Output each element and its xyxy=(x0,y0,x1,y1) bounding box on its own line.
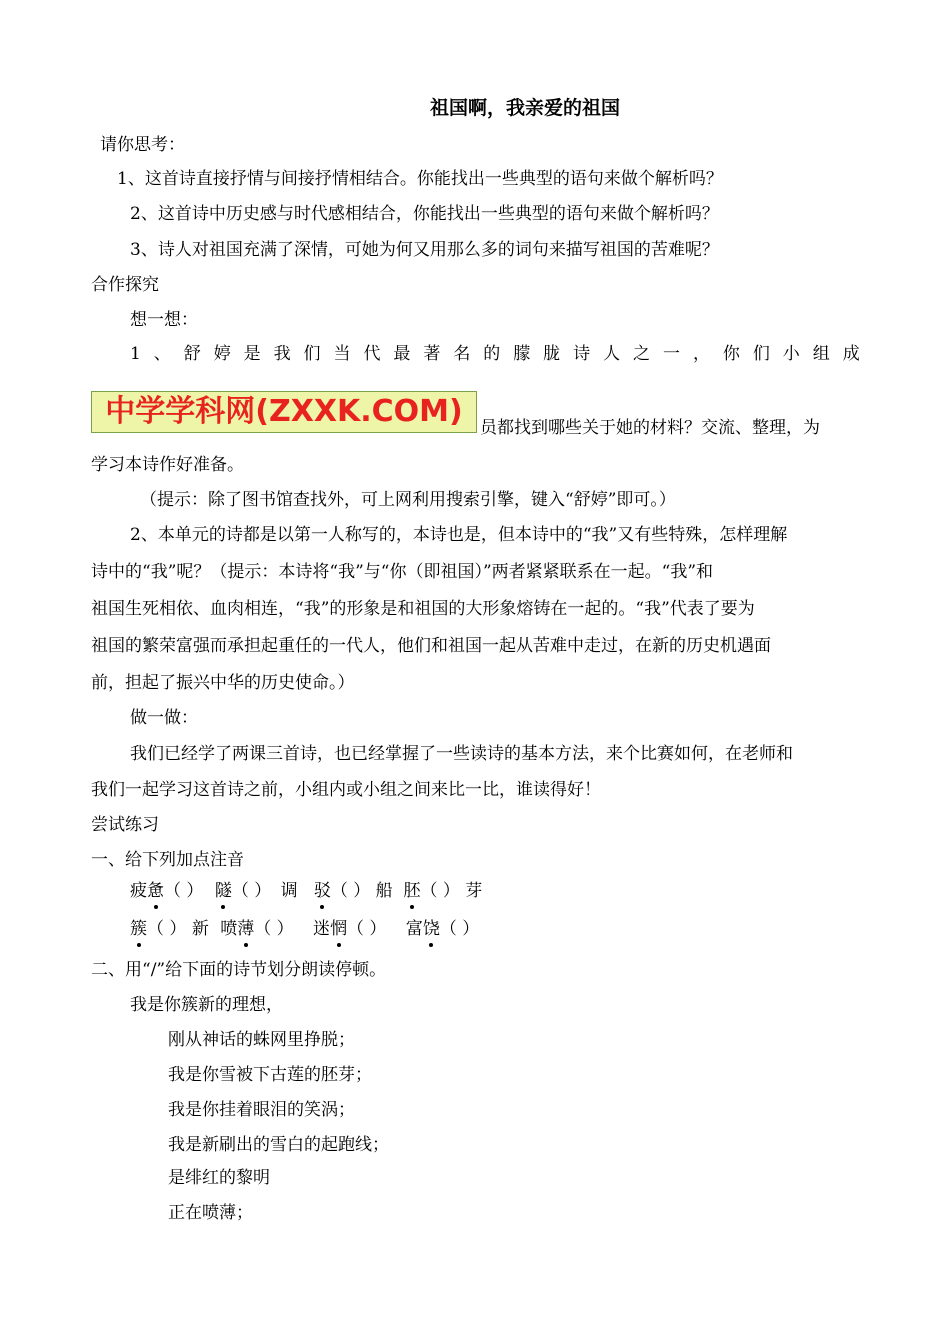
justified-char: 小 xyxy=(782,344,800,364)
answer-blank[interactable]: （ ） xyxy=(231,881,272,901)
pinyin-word-6 xyxy=(130,917,147,941)
poem-line-5: 我是新刷出的雪白的起跑线； xyxy=(168,1135,389,1155)
pinyin-word-5 xyxy=(465,879,482,903)
explore-item-2-line-4: 祖国的繁荣富强而承担起重任的一代人，他们和祖国一起从苦难中走过，在新的历史机遇面 xyxy=(91,636,771,656)
poem-line-6: 是绯红的黎明 xyxy=(168,1168,270,1188)
poem-line-1: 我是你簇新的理想， xyxy=(130,995,283,1015)
pinyin-row-1 xyxy=(130,879,482,903)
poem-line-2: 刚从神话的蛛网里挣脱； xyxy=(168,1030,355,1050)
explore-item-2-line-1: 2、本单元的诗都是以第一人称写的，本诗也是，但本诗中的“我”又有些特殊，怎样理解 xyxy=(130,525,788,545)
char: 芽 xyxy=(465,881,483,901)
pinyin-word-9 xyxy=(313,917,347,941)
answer-blank[interactable]: （ ） xyxy=(439,919,480,939)
pinyin-word-10 xyxy=(406,917,440,941)
justified-char: 成 xyxy=(842,344,860,364)
justified-char: 名 xyxy=(453,344,471,364)
site-logo xyxy=(91,391,477,433)
justified-char: ， xyxy=(692,344,710,364)
explore-item-1-line-3: 学习本诗作好准备。 xyxy=(91,455,244,475)
justified-char: 代 xyxy=(363,344,381,364)
justified-char: 诗 xyxy=(573,344,591,364)
justified-char: 朦 xyxy=(513,344,531,364)
practice-heading: 尝试练习 xyxy=(91,815,159,835)
justified-char: 人 xyxy=(603,344,621,364)
justified-char: 当 xyxy=(333,344,351,364)
dotted-char: 薄 xyxy=(237,919,255,939)
answer-blank[interactable]: （ ） xyxy=(347,919,387,939)
pinyin-word-2 xyxy=(215,879,232,903)
think-subheading: 想一想： xyxy=(130,310,198,330)
justified-char: 们 xyxy=(752,344,770,364)
think-question-3: 3、诗人对祖国充满了深情，可她为何又用那么多的词句来描写祖国的苦难呢？ xyxy=(130,240,719,260)
dotted-char: 簇 xyxy=(130,919,147,939)
explore-item-2-line-5: 前，担起了振兴中华的历史使命。） xyxy=(91,673,355,693)
pinyin-word-4 xyxy=(376,879,421,903)
poem-line-4: 我是你挂着眼泪的笑涡； xyxy=(168,1100,355,1120)
char: 疲 xyxy=(130,881,147,901)
explore-item-2-line-2: 诗中的“我”呢？（提示：本诗将“我”与“你（即祖国）”两者紧紧联系在一起。“我”和 xyxy=(91,562,714,582)
dotted-char: 驳 xyxy=(313,881,331,901)
justified-char: 胧 xyxy=(543,344,561,364)
do-line-1: 我们已经学了两课三首诗，也已经掌握了一些读诗的基本方法，来个比赛如何，在老师和 xyxy=(130,744,793,764)
justified-char: 1 xyxy=(130,344,141,364)
justified-char: 之 xyxy=(633,344,651,364)
justified-char: 婷 xyxy=(213,344,231,364)
pinyin-word-1 xyxy=(130,879,164,903)
dotted-char: 惘 xyxy=(330,919,348,939)
answer-blank[interactable]: （ ） xyxy=(420,881,460,901)
justified-char: 舒 xyxy=(183,344,201,364)
pinyin-word-3 xyxy=(281,879,331,903)
pinyin-word-7 xyxy=(192,917,209,941)
justified-char: 一 xyxy=(662,344,680,364)
explore-item-1-line-1 xyxy=(130,342,860,366)
justified-char: 、 xyxy=(153,344,171,364)
poem-line-3: 我是你雪被下古莲的胚芽； xyxy=(168,1065,372,1085)
page-title: 祖国啊，我亲爱的祖国 xyxy=(430,97,621,119)
think-heading: 请你思考： xyxy=(100,135,185,155)
explore-heading: 合作探究 xyxy=(91,275,159,295)
justified-char: 我 xyxy=(273,344,291,364)
answer-blank[interactable]: （ ） xyxy=(147,919,187,939)
explore-hint-1: （提示：除了图书馆查找外，可上网利用搜索引擎，键入“舒婷”即可。） xyxy=(140,490,676,510)
dotted-char: 饶 xyxy=(422,919,440,939)
char: 新 xyxy=(191,919,209,939)
site-logo-text: 中学学科网(ZXXK.COM) xyxy=(105,394,463,429)
do-line-2: 我们一起学习这首诗之前，小组内或小组之间来比一比，谁读得好！ xyxy=(91,780,601,800)
justified-char: 最 xyxy=(393,344,411,364)
answer-blank[interactable]: （ ） xyxy=(164,881,204,901)
practice-part-1-heading: 一、给下列加点注音 xyxy=(91,850,244,870)
pinyin-row-2 xyxy=(130,917,479,941)
justified-char: 你 xyxy=(722,344,740,364)
dotted-char: 惫 xyxy=(147,881,164,901)
do-subheading: 做一做： xyxy=(130,708,198,728)
poem-line-7: 正在喷薄； xyxy=(168,1203,253,1223)
think-question-1: 1、这首诗直接抒情与间接抒情相结合。你能找出一些典型的语句来做个解析吗？ xyxy=(117,169,723,189)
dotted-char: 胚 xyxy=(403,881,421,901)
dotted-char: 隧 xyxy=(214,881,232,901)
char: 富 xyxy=(405,919,423,939)
justified-line-text: 员都找到哪些关于她的材料？交流、整理，为 xyxy=(480,418,820,438)
justified-char: 组 xyxy=(812,344,830,364)
explore-item-1-line-2 xyxy=(480,416,860,440)
justified-char: 的 xyxy=(483,344,501,364)
justified-char: 是 xyxy=(243,344,261,364)
char: 迷 xyxy=(313,919,331,939)
answer-blank[interactable]: （ ） xyxy=(254,919,294,939)
char: 喷 xyxy=(220,919,238,939)
char: 船 xyxy=(375,881,393,901)
think-question-2: 2、这首诗中历史感与时代感相结合，你能找出一些典型的语句来做个解析吗？ xyxy=(130,204,719,224)
justified-char: 著 xyxy=(423,344,441,364)
justified-char: 们 xyxy=(303,344,321,364)
practice-part-2-heading: 二、用“/”给下面的诗节划分朗读停顿。 xyxy=(91,960,387,980)
explore-item-2-line-3: 祖国生死相依、血肉相连，“我”的形象是和祖国的大形象熔铸在一起的。“我”代表了要为 xyxy=(91,599,755,619)
answer-blank[interactable]: （ ） xyxy=(330,881,371,901)
char: 调 xyxy=(280,881,298,901)
pinyin-word-8 xyxy=(220,917,254,941)
